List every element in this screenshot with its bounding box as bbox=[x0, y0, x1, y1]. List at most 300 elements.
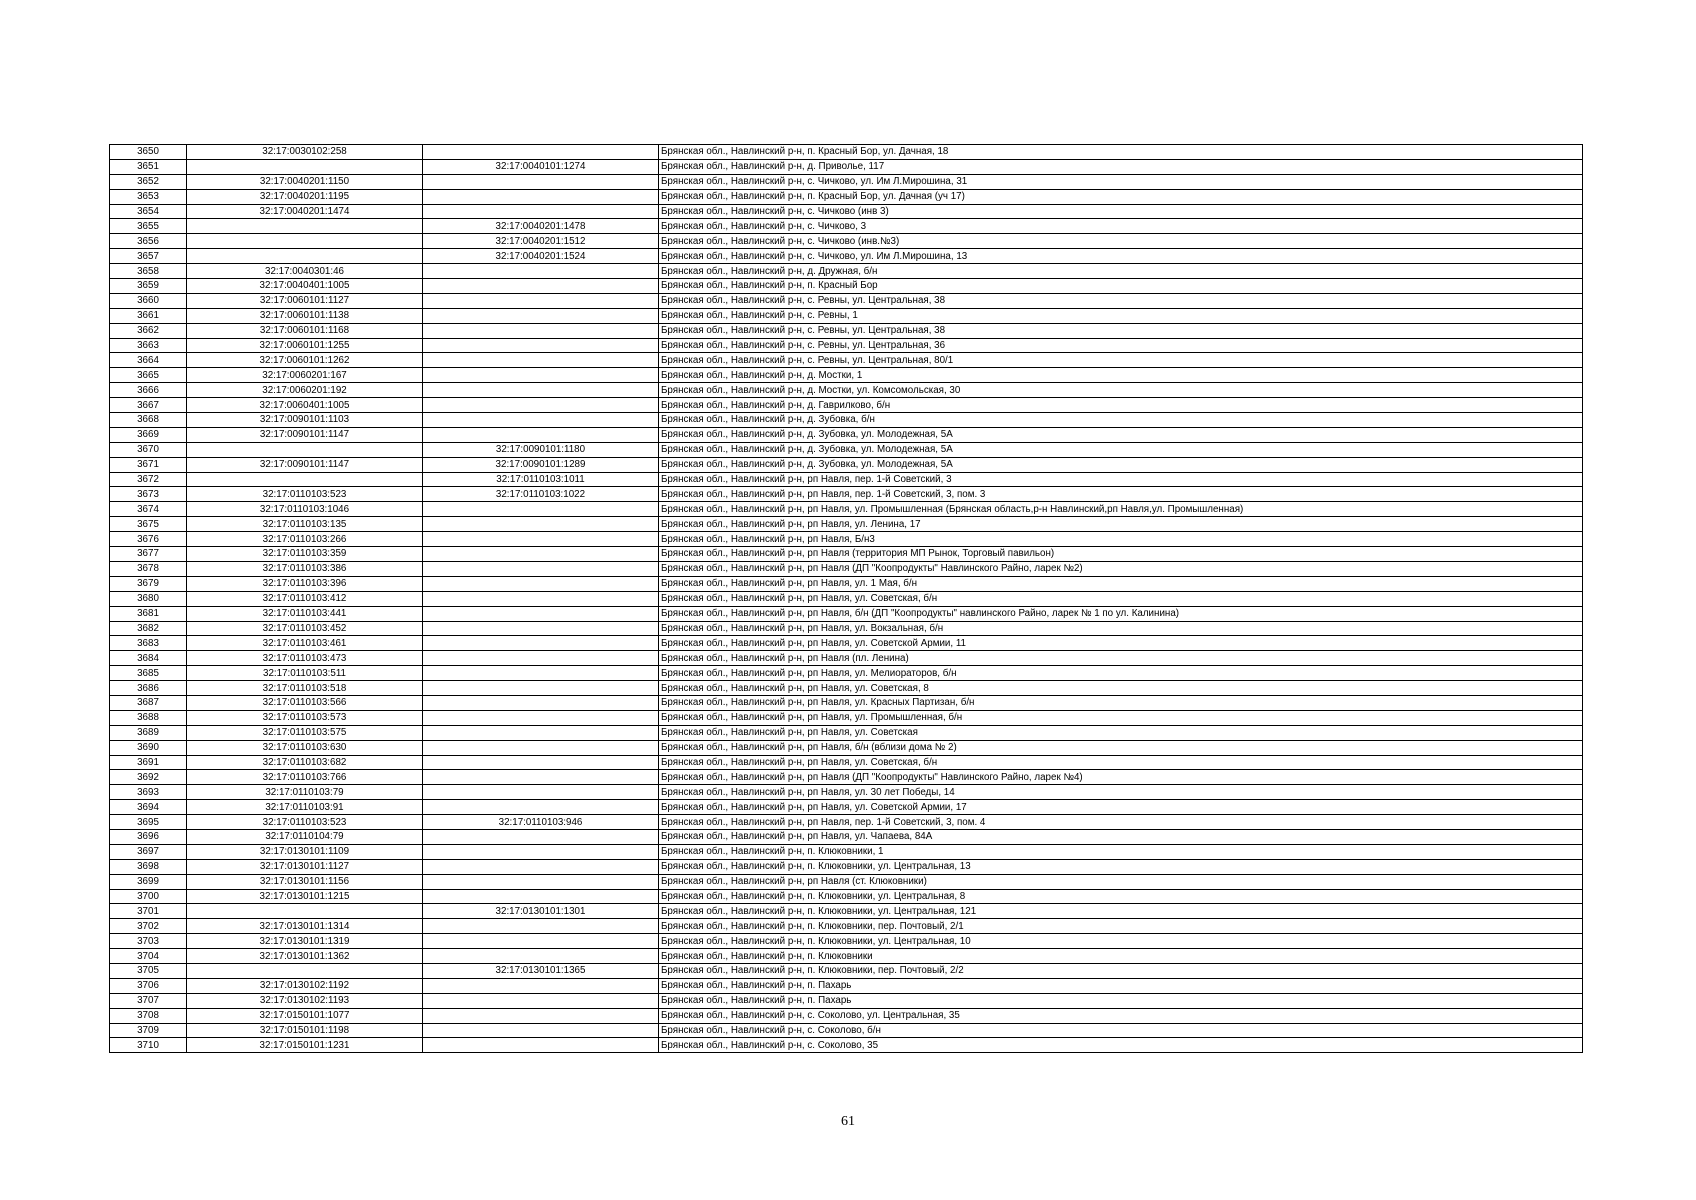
cadastral-number-cell: 32:17:0110103:266 bbox=[187, 532, 423, 547]
address-cell: Брянская обл., Навлинский р-н, д. Приволье, 117 bbox=[659, 159, 1583, 174]
linked-cadastral-number-cell bbox=[423, 695, 659, 710]
table-row bbox=[110, 576, 1583, 591]
address-cell: Брянская обл., Навлинский р-н, д. Гаврилково, б/н bbox=[659, 398, 1583, 413]
cadastral-number-cell: 32:17:0110103:386 bbox=[187, 561, 423, 576]
linked-cadastral-number-cell bbox=[423, 621, 659, 636]
row-number-cell: 3691 bbox=[110, 755, 187, 770]
linked-cadastral-number-cell bbox=[423, 651, 659, 666]
address-cell: Брянская обл., Навлинский р-н, п. Клюковники bbox=[659, 949, 1583, 964]
address-cell: Брянская обл., Навлинский р-н, с. Чичково, 3 bbox=[659, 219, 1583, 234]
address-cell: Брянская обл., Навлинский р-н, с. Чичково, ул. Им Л.Мирошина, 13 bbox=[659, 249, 1583, 264]
address-cell: Брянская обл., Навлинский р-н, рп Навля, ул. Советская bbox=[659, 725, 1583, 740]
cadastral-number-cell bbox=[187, 472, 423, 487]
address-cell: Брянская обл., Навлинский р-н, п. Клюковники, ул. Центральная, 10 bbox=[659, 934, 1583, 949]
table-row bbox=[110, 844, 1583, 859]
linked-cadastral-number-cell bbox=[423, 398, 659, 413]
table-row bbox=[110, 293, 1583, 308]
cadastral-number-cell: 32:17:0060101:1255 bbox=[187, 338, 423, 353]
table-row bbox=[110, 815, 1583, 830]
linked-cadastral-number-cell: 32:17:0110103:1022 bbox=[423, 487, 659, 502]
row-number-cell: 3697 bbox=[110, 844, 187, 859]
linked-cadastral-number-cell bbox=[423, 1023, 659, 1038]
row-number-cell: 3694 bbox=[110, 800, 187, 815]
table-row bbox=[110, 1008, 1583, 1023]
table-row bbox=[110, 383, 1583, 398]
linked-cadastral-number-cell bbox=[423, 978, 659, 993]
row-number-cell: 3698 bbox=[110, 859, 187, 874]
table-row bbox=[110, 651, 1583, 666]
address-cell: Брянская обл., Навлинский р-н, рп Навля, ул. Ленина, 17 bbox=[659, 517, 1583, 532]
cadastral-number-cell: 32:17:0040201:1474 bbox=[187, 204, 423, 219]
cadastral-number-cell: 32:17:0110103:1046 bbox=[187, 502, 423, 517]
table-row bbox=[110, 249, 1583, 264]
table-row bbox=[110, 353, 1583, 368]
row-number-cell: 3663 bbox=[110, 338, 187, 353]
cadastral-number-cell: 32:17:0110103:359 bbox=[187, 547, 423, 562]
address-cell: Брянская обл., Навлинский р-н, рп Навля, ул. Промышленная (Брянская область,р-н Навлинский,рп Навля,ул. Промышленная) bbox=[659, 502, 1583, 517]
linked-cadastral-number-cell bbox=[423, 547, 659, 562]
row-number-cell: 3658 bbox=[110, 264, 187, 279]
cadastral-number-cell: 32:17:0110103:523 bbox=[187, 815, 423, 830]
registry-table-body bbox=[110, 145, 1583, 1053]
address-cell: Брянская обл., Навлинский р-н, рп Навля, пер. 1-й Советский, 3, пом. 4 bbox=[659, 815, 1583, 830]
cadastral-number-cell: 32:17:0110103:396 bbox=[187, 576, 423, 591]
cadastral-number-cell: 32:17:0060401:1005 bbox=[187, 398, 423, 413]
page-number: 61 bbox=[841, 1114, 855, 1129]
row-number-cell: 3705 bbox=[110, 963, 187, 978]
cadastral-number-cell bbox=[187, 963, 423, 978]
address-cell: Брянская обл., Навлинский р-н, с. Ревны, ул. Центральная, 36 bbox=[659, 338, 1583, 353]
cadastral-number-cell: 32:17:0040301:46 bbox=[187, 264, 423, 279]
table-row bbox=[110, 829, 1583, 844]
address-cell: Брянская обл., Навлинский р-н, д. Зубовка, ул. Молодежная, 5А bbox=[659, 427, 1583, 442]
cadastral-number-cell: 32:17:0110103:452 bbox=[187, 621, 423, 636]
row-number-cell: 3700 bbox=[110, 889, 187, 904]
table-row bbox=[110, 800, 1583, 815]
table-row bbox=[110, 889, 1583, 904]
row-number-cell: 3701 bbox=[110, 904, 187, 919]
linked-cadastral-number-cell bbox=[423, 293, 659, 308]
cadastral-number-cell: 32:17:0110103:630 bbox=[187, 740, 423, 755]
table-row bbox=[110, 710, 1583, 725]
table-row bbox=[110, 755, 1583, 770]
table-row bbox=[110, 919, 1583, 934]
row-number-cell: 3708 bbox=[110, 1008, 187, 1023]
table-row bbox=[110, 174, 1583, 189]
address-cell: Брянская обл., Навлинский р-н, п. Пахарь bbox=[659, 993, 1583, 1008]
row-number-cell: 3683 bbox=[110, 636, 187, 651]
row-number-cell: 3676 bbox=[110, 532, 187, 547]
address-cell: Брянская обл., Навлинский р-н, д. Мостки, 1 bbox=[659, 368, 1583, 383]
row-number-cell: 3668 bbox=[110, 413, 187, 428]
row-number-cell: 3673 bbox=[110, 487, 187, 502]
address-cell: Брянская обл., Навлинский р-н, рп Навля, пер. 1-й Советский, 3, пом. 3 bbox=[659, 487, 1583, 502]
address-cell: Брянская обл., Навлинский р-н, с. Соколово, ул. Центральная, 35 bbox=[659, 1008, 1583, 1023]
linked-cadastral-number-cell: 32:17:0110103:946 bbox=[423, 815, 659, 830]
address-cell: Брянская обл., Навлинский р-н, п. Клюковники, ул. Центральная, 121 bbox=[659, 904, 1583, 919]
cadastral-number-cell: 32:17:0090101:1103 bbox=[187, 413, 423, 428]
address-cell: Брянская обл., Навлинский р-н, п. Клюковники, пер. Почтовый, 2/1 bbox=[659, 919, 1583, 934]
row-number-cell: 3659 bbox=[110, 279, 187, 294]
cadastral-number-cell: 32:17:0110103:135 bbox=[187, 517, 423, 532]
cadastral-number-cell: 32:17:0030102:258 bbox=[187, 145, 423, 160]
row-number-cell: 3664 bbox=[110, 353, 187, 368]
table-row bbox=[110, 1038, 1583, 1053]
cadastral-number-cell: 32:17:0090101:1147 bbox=[187, 427, 423, 442]
table-row bbox=[110, 561, 1583, 576]
table-row bbox=[110, 532, 1583, 547]
address-cell: Брянская обл., Навлинский р-н, рп Навля (территория МП Рынок, Торговый павильон) bbox=[659, 547, 1583, 562]
cadastral-number-cell: 32:17:0110103:523 bbox=[187, 487, 423, 502]
cadastral-number-cell: 32:17:0130102:1193 bbox=[187, 993, 423, 1008]
row-number-cell: 3699 bbox=[110, 874, 187, 889]
cadastral-number-cell: 32:17:0060201:167 bbox=[187, 368, 423, 383]
address-cell: Брянская обл., Навлинский р-н, рп Навля, ул. Промышленная, б/н bbox=[659, 710, 1583, 725]
address-cell: Брянская обл., Навлинский р-н, п. Клюковники, ул. Центральная, 13 bbox=[659, 859, 1583, 874]
table-row bbox=[110, 338, 1583, 353]
address-cell: Брянская обл., Навлинский р-н, п. Красный Бор, ул. Дачная, 18 bbox=[659, 145, 1583, 160]
linked-cadastral-number-cell: 32:17:0130101:1301 bbox=[423, 904, 659, 919]
row-number-cell: 3703 bbox=[110, 934, 187, 949]
cadastral-number-cell: 32:17:0130101:1314 bbox=[187, 919, 423, 934]
address-cell: Брянская обл., Навлинский р-н, с. Ревны, ул. Центральная, 38 bbox=[659, 293, 1583, 308]
linked-cadastral-number-cell bbox=[423, 308, 659, 323]
row-number-cell: 3686 bbox=[110, 681, 187, 696]
row-number-cell: 3678 bbox=[110, 561, 187, 576]
linked-cadastral-number-cell bbox=[423, 725, 659, 740]
row-number-cell: 3685 bbox=[110, 666, 187, 681]
table-row bbox=[110, 457, 1583, 472]
cadastral-number-cell: 32:17:0110103:566 bbox=[187, 695, 423, 710]
cadastral-number-cell: 32:17:0060101:1127 bbox=[187, 293, 423, 308]
linked-cadastral-number-cell bbox=[423, 755, 659, 770]
row-number-cell: 3655 bbox=[110, 219, 187, 234]
row-number-cell: 3671 bbox=[110, 457, 187, 472]
row-number-cell: 3689 bbox=[110, 725, 187, 740]
cadastral-number-cell bbox=[187, 159, 423, 174]
cadastral-number-cell bbox=[187, 249, 423, 264]
address-cell: Брянская обл., Навлинский р-н, д. Зубовка, ул. Молодежная, 5А bbox=[659, 457, 1583, 472]
table-row bbox=[110, 621, 1583, 636]
cadastral-number-cell: 32:17:0060201:192 bbox=[187, 383, 423, 398]
table-row bbox=[110, 189, 1583, 204]
table-row bbox=[110, 308, 1583, 323]
row-number-cell: 3651 bbox=[110, 159, 187, 174]
address-cell: Брянская обл., Навлинский р-н, рп Навля, ул. Мелиораторов, б/н bbox=[659, 666, 1583, 681]
cadastral-number-cell: 32:17:0110103:441 bbox=[187, 606, 423, 621]
table-row bbox=[110, 442, 1583, 457]
linked-cadastral-number-cell: 32:17:0090101:1289 bbox=[423, 457, 659, 472]
cadastral-number-cell bbox=[187, 234, 423, 249]
linked-cadastral-number-cell bbox=[423, 666, 659, 681]
address-cell: Брянская обл., Навлинский р-н, рп Навля, ул. Советской Армии, 11 bbox=[659, 636, 1583, 651]
row-number-cell: 3661 bbox=[110, 308, 187, 323]
table-row bbox=[110, 695, 1583, 710]
linked-cadastral-number-cell bbox=[423, 338, 659, 353]
cadastral-number-cell: 32:17:0130102:1192 bbox=[187, 978, 423, 993]
table-row bbox=[110, 145, 1583, 160]
row-number-cell: 3687 bbox=[110, 695, 187, 710]
address-cell: Брянская обл., Навлинский р-н, рп Навля, Б/н3 bbox=[659, 532, 1583, 547]
row-number-cell: 3693 bbox=[110, 785, 187, 800]
row-number-cell: 3666 bbox=[110, 383, 187, 398]
row-number-cell: 3662 bbox=[110, 323, 187, 338]
address-cell: Брянская обл., Навлинский р-н, с. Соколово, б/н bbox=[659, 1023, 1583, 1038]
cadastral-number-cell: 32:17:0110103:766 bbox=[187, 770, 423, 785]
table-row bbox=[110, 666, 1583, 681]
address-cell: Брянская обл., Навлинский р-н, с. Соколово, 35 bbox=[659, 1038, 1583, 1053]
row-number-cell: 3665 bbox=[110, 368, 187, 383]
linked-cadastral-number-cell: 32:17:0040201:1524 bbox=[423, 249, 659, 264]
table-row bbox=[110, 591, 1583, 606]
cadastral-number-cell: 32:17:0130101:1156 bbox=[187, 874, 423, 889]
table-row bbox=[110, 636, 1583, 651]
address-cell: Брянская обл., Навлинский р-н, рп Навля, ул. 1 Мая, б/н bbox=[659, 576, 1583, 591]
table-row bbox=[110, 1023, 1583, 1038]
address-cell: Брянская обл., Навлинский р-н, д. Зубовка, ул. Молодежная, 5А bbox=[659, 442, 1583, 457]
cadastral-number-cell: 32:17:0130101:1127 bbox=[187, 859, 423, 874]
cadastral-number-cell: 32:17:0150101:1231 bbox=[187, 1038, 423, 1053]
table-row bbox=[110, 963, 1583, 978]
table-row bbox=[110, 740, 1583, 755]
table-row bbox=[110, 859, 1583, 874]
linked-cadastral-number-cell bbox=[423, 323, 659, 338]
linked-cadastral-number-cell bbox=[423, 204, 659, 219]
address-cell: Брянская обл., Навлинский р-н, рп Навля, б/н (вблизи дома № 2) bbox=[659, 740, 1583, 755]
cadastral-number-cell: 32:17:0040201:1150 bbox=[187, 174, 423, 189]
cadastral-number-cell: 32:17:0110103:91 bbox=[187, 800, 423, 815]
address-cell: Брянская обл., Навлинский р-н, рп Навля (ДП "Коопродукты" Навлинского Райно, ларек №2) bbox=[659, 561, 1583, 576]
address-cell: Брянская обл., Навлинский р-н, с. Чичково, ул. Им Л.Мирошина, 31 bbox=[659, 174, 1583, 189]
row-number-cell: 3670 bbox=[110, 442, 187, 457]
linked-cadastral-number-cell bbox=[423, 949, 659, 964]
cadastral-number-cell bbox=[187, 442, 423, 457]
row-number-cell: 3652 bbox=[110, 174, 187, 189]
cadastral-number-cell: 32:17:0110103:473 bbox=[187, 651, 423, 666]
linked-cadastral-number-cell bbox=[423, 829, 659, 844]
address-cell: Брянская обл., Навлинский р-н, рп Навля, ул. Советская, б/н bbox=[659, 591, 1583, 606]
cadastral-number-cell: 32:17:0110103:461 bbox=[187, 636, 423, 651]
linked-cadastral-number-cell bbox=[423, 502, 659, 517]
row-number-cell: 3654 bbox=[110, 204, 187, 219]
address-cell: Брянская обл., Навлинский р-н, с. Чичково (инв 3) bbox=[659, 204, 1583, 219]
row-number-cell: 3650 bbox=[110, 145, 187, 160]
table-row bbox=[110, 547, 1583, 562]
cadastral-number-cell: 32:17:0060101:1138 bbox=[187, 308, 423, 323]
linked-cadastral-number-cell bbox=[423, 591, 659, 606]
cadastral-number-cell: 32:17:0130101:1362 bbox=[187, 949, 423, 964]
linked-cadastral-number-cell bbox=[423, 800, 659, 815]
address-cell: Брянская обл., Навлинский р-н, с. Ревны, 1 bbox=[659, 308, 1583, 323]
address-cell: Брянская обл., Навлинский р-н, п. Пахарь bbox=[659, 978, 1583, 993]
cadastral-number-cell: 32:17:0110103:575 bbox=[187, 725, 423, 740]
table-row bbox=[110, 472, 1583, 487]
linked-cadastral-number-cell bbox=[423, 561, 659, 576]
cadastral-number-cell: 32:17:0110104:79 bbox=[187, 829, 423, 844]
linked-cadastral-number-cell bbox=[423, 427, 659, 442]
table-row bbox=[110, 159, 1583, 174]
address-cell: Брянская обл., Навлинский р-н, рп Навля, ул. 30 лет Победы, 14 bbox=[659, 785, 1583, 800]
row-number-cell: 3660 bbox=[110, 293, 187, 308]
row-number-cell: 3695 bbox=[110, 815, 187, 830]
address-cell: Брянская обл., Навлинский р-н, с. Чичково (инв.№3) bbox=[659, 234, 1583, 249]
address-cell: Брянская обл., Навлинский р-н, рп Навля (ДП "Коопродукты" Навлинского Райно, ларек №4) bbox=[659, 770, 1583, 785]
address-cell: Брянская обл., Навлинский р-н, рп Навля, ул. Красных Партизан, б/н bbox=[659, 695, 1583, 710]
address-cell: Брянская обл., Навлинский р-н, рп Навля (пл. Ленина) bbox=[659, 651, 1583, 666]
row-number-cell: 3696 bbox=[110, 829, 187, 844]
row-number-cell: 3688 bbox=[110, 710, 187, 725]
address-cell: Брянская обл., Навлинский р-н, рп Навля, пер. 1-й Советский, 3 bbox=[659, 472, 1583, 487]
address-cell: Брянская обл., Навлинский р-н, д. Зубовка, б/н bbox=[659, 413, 1583, 428]
address-cell: Брянская обл., Навлинский р-н, с. Ревны, ул. Центральная, 38 bbox=[659, 323, 1583, 338]
table-row bbox=[110, 725, 1583, 740]
table-row bbox=[110, 323, 1583, 338]
address-cell: Брянская обл., Навлинский р-н, рп Навля (ст. Клюковники) bbox=[659, 874, 1583, 889]
address-cell: Брянская обл., Навлинский р-н, п. Клюковники, пер. Почтовый, 2/2 bbox=[659, 963, 1583, 978]
table-row bbox=[110, 785, 1583, 800]
row-number-cell: 3677 bbox=[110, 547, 187, 562]
linked-cadastral-number-cell bbox=[423, 770, 659, 785]
cadastral-number-cell: 32:17:0060101:1262 bbox=[187, 353, 423, 368]
linked-cadastral-number-cell bbox=[423, 174, 659, 189]
table-row bbox=[110, 978, 1583, 993]
table-row bbox=[110, 770, 1583, 785]
linked-cadastral-number-cell bbox=[423, 279, 659, 294]
cadastral-number-cell: 32:17:0110103:573 bbox=[187, 710, 423, 725]
address-cell: Брянская обл., Навлинский р-н, рп Навля, б/н (ДП "Коопродукты" навлинского Райно, ларек № 1 по ул. Калинина) bbox=[659, 606, 1583, 621]
cadastral-number-cell: 32:17:0110103:511 bbox=[187, 666, 423, 681]
linked-cadastral-number-cell bbox=[423, 383, 659, 398]
cadastral-number-cell: 32:17:0110103:682 bbox=[187, 755, 423, 770]
address-cell: Брянская обл., Навлинский р-н, п. Красный Бор, ул. Дачная (уч 17) bbox=[659, 189, 1583, 204]
linked-cadastral-number-cell: 32:17:0040101:1274 bbox=[423, 159, 659, 174]
linked-cadastral-number-cell bbox=[423, 1038, 659, 1053]
row-number-cell: 3681 bbox=[110, 606, 187, 621]
cadastral-number-cell: 32:17:0130101:1319 bbox=[187, 934, 423, 949]
row-number-cell: 3672 bbox=[110, 472, 187, 487]
linked-cadastral-number-cell bbox=[423, 681, 659, 696]
table-row bbox=[110, 874, 1583, 889]
linked-cadastral-number-cell: 32:17:0040201:1478 bbox=[423, 219, 659, 234]
row-number-cell: 3669 bbox=[110, 427, 187, 442]
linked-cadastral-number-cell bbox=[423, 532, 659, 547]
row-number-cell: 3657 bbox=[110, 249, 187, 264]
cadastral-number-cell bbox=[187, 219, 423, 234]
cadastral-number-cell: 32:17:0090101:1147 bbox=[187, 457, 423, 472]
table-row bbox=[110, 264, 1583, 279]
table-row bbox=[110, 427, 1583, 442]
linked-cadastral-number-cell bbox=[423, 413, 659, 428]
table-row bbox=[110, 681, 1583, 696]
linked-cadastral-number-cell bbox=[423, 145, 659, 160]
address-cell: Брянская обл., Навлинский р-н, рп Навля, ул. Вокзальная, б/н bbox=[659, 621, 1583, 636]
linked-cadastral-number-cell bbox=[423, 859, 659, 874]
address-cell: Брянская обл., Навлинский р-н, п. Клюковники, ул. Центральная, 8 bbox=[659, 889, 1583, 904]
linked-cadastral-number-cell bbox=[423, 919, 659, 934]
table-row bbox=[110, 904, 1583, 919]
linked-cadastral-number-cell bbox=[423, 874, 659, 889]
row-number-cell: 3680 bbox=[110, 591, 187, 606]
row-number-cell: 3707 bbox=[110, 993, 187, 1008]
table-row bbox=[110, 949, 1583, 964]
cadastral-number-cell: 32:17:0110103:412 bbox=[187, 591, 423, 606]
table-row bbox=[110, 993, 1583, 1008]
linked-cadastral-number-cell: 32:17:0090101:1180 bbox=[423, 442, 659, 457]
table-row bbox=[110, 204, 1583, 219]
row-number-cell: 3702 bbox=[110, 919, 187, 934]
row-number-cell: 3684 bbox=[110, 651, 187, 666]
cadastral-number-cell: 32:17:0110103:79 bbox=[187, 785, 423, 800]
linked-cadastral-number-cell bbox=[423, 785, 659, 800]
row-number-cell: 3653 bbox=[110, 189, 187, 204]
linked-cadastral-number-cell bbox=[423, 993, 659, 1008]
linked-cadastral-number-cell bbox=[423, 576, 659, 591]
cadastral-number-cell: 32:17:0060101:1168 bbox=[187, 323, 423, 338]
table-row bbox=[110, 606, 1583, 621]
linked-cadastral-number-cell bbox=[423, 517, 659, 532]
row-number-cell: 3710 bbox=[110, 1038, 187, 1053]
linked-cadastral-number-cell bbox=[423, 353, 659, 368]
table-row bbox=[110, 398, 1583, 413]
row-number-cell: 3679 bbox=[110, 576, 187, 591]
linked-cadastral-number-cell bbox=[423, 189, 659, 204]
row-number-cell: 3675 bbox=[110, 517, 187, 532]
linked-cadastral-number-cell bbox=[423, 710, 659, 725]
linked-cadastral-number-cell: 32:17:0130101:1365 bbox=[423, 963, 659, 978]
table-row bbox=[110, 219, 1583, 234]
address-cell: Брянская обл., Навлинский р-н, с. Ревны, ул. Центральная, 80/1 bbox=[659, 353, 1583, 368]
address-cell: Брянская обл., Навлинский р-н, п. Клюковники, 1 bbox=[659, 844, 1583, 859]
registry-table bbox=[109, 144, 1583, 1053]
row-number-cell: 3656 bbox=[110, 234, 187, 249]
table-row bbox=[110, 502, 1583, 517]
address-cell: Брянская обл., Навлинский р-н, п. Красный Бор bbox=[659, 279, 1583, 294]
cadastral-number-cell: 32:17:0130101:1215 bbox=[187, 889, 423, 904]
linked-cadastral-number-cell bbox=[423, 844, 659, 859]
address-cell: Брянская обл., Навлинский р-н, рп Навля, ул. Чапаева, 84А bbox=[659, 829, 1583, 844]
row-number-cell: 3692 bbox=[110, 770, 187, 785]
cadastral-number-cell: 32:17:0040201:1195 bbox=[187, 189, 423, 204]
row-number-cell: 3709 bbox=[110, 1023, 187, 1038]
row-number-cell: 3674 bbox=[110, 502, 187, 517]
linked-cadastral-number-cell bbox=[423, 606, 659, 621]
table-row bbox=[110, 368, 1583, 383]
row-number-cell: 3682 bbox=[110, 621, 187, 636]
table-row bbox=[110, 279, 1583, 294]
linked-cadastral-number-cell: 32:17:0040201:1512 bbox=[423, 234, 659, 249]
cadastral-number-cell: 32:17:0110103:518 bbox=[187, 681, 423, 696]
cadastral-number-cell: 32:17:0150101:1198 bbox=[187, 1023, 423, 1038]
cadastral-number-cell: 32:17:0130101:1109 bbox=[187, 844, 423, 859]
address-cell: Брянская обл., Навлинский р-н, рп Навля, ул. Советская, б/н bbox=[659, 755, 1583, 770]
cadastral-number-cell: 32:17:0150101:1077 bbox=[187, 1008, 423, 1023]
linked-cadastral-number-cell bbox=[423, 889, 659, 904]
row-number-cell: 3704 bbox=[110, 949, 187, 964]
cadastral-number-cell: 32:17:0040401:1005 bbox=[187, 279, 423, 294]
table-row bbox=[110, 234, 1583, 249]
linked-cadastral-number-cell bbox=[423, 636, 659, 651]
row-number-cell: 3667 bbox=[110, 398, 187, 413]
table-row bbox=[110, 487, 1583, 502]
linked-cadastral-number-cell bbox=[423, 368, 659, 383]
linked-cadastral-number-cell bbox=[423, 1008, 659, 1023]
cadastral-number-cell bbox=[187, 904, 423, 919]
address-cell: Брянская обл., Навлинский р-н, д. Мостки, ул. Комсомольская, 30 bbox=[659, 383, 1583, 398]
linked-cadastral-number-cell: 32:17:0110103:1011 bbox=[423, 472, 659, 487]
address-cell: Брянская обл., Навлинский р-н, рп Навля, ул. Советская, 8 bbox=[659, 681, 1583, 696]
table-row bbox=[110, 517, 1583, 532]
table-row bbox=[110, 934, 1583, 949]
